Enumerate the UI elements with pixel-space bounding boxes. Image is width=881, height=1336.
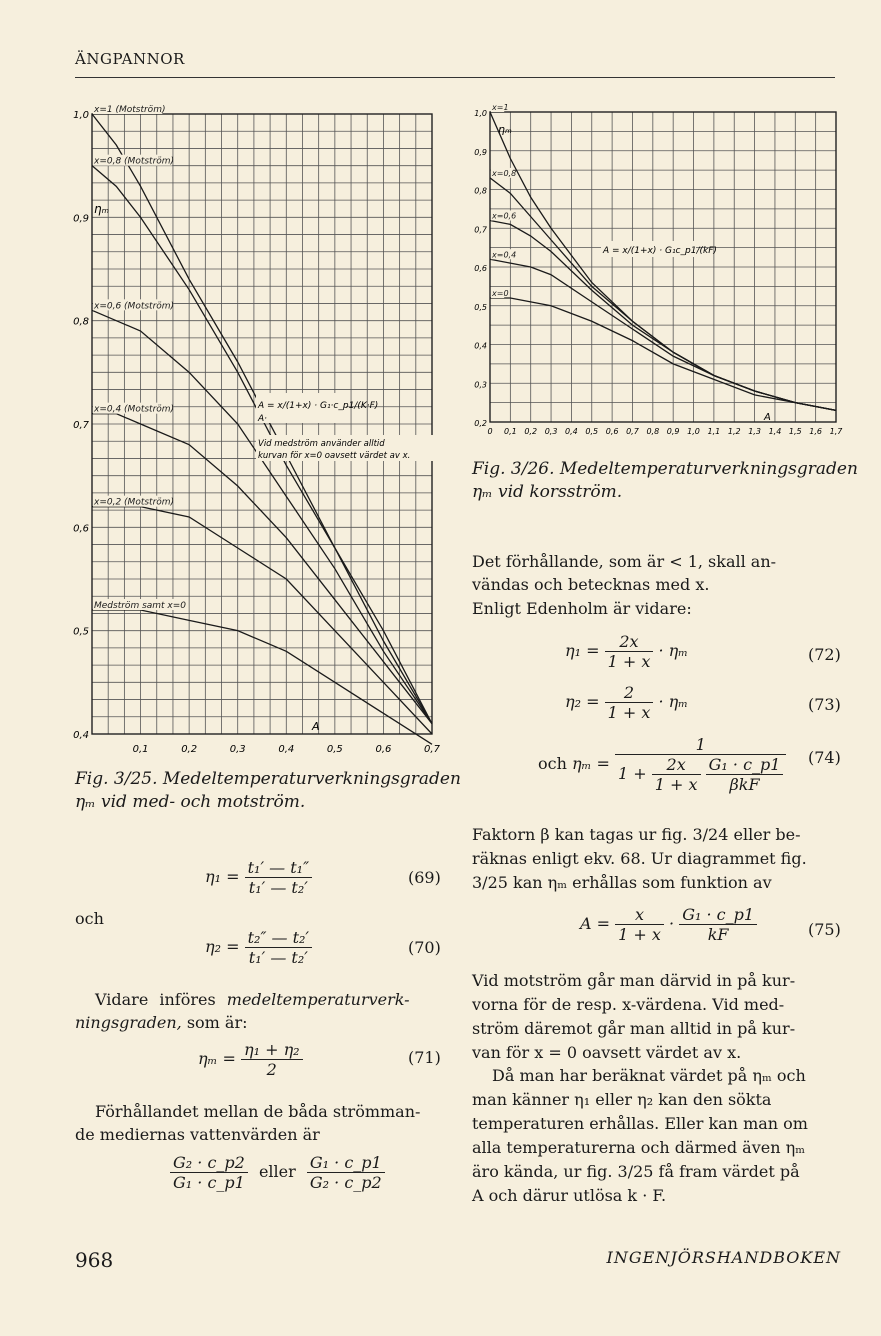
eq70-num: t₂″ — t₂′	[245, 928, 312, 948]
fig25-note-1: Vid medström använder alltid	[258, 439, 385, 449]
r-para2-1: Faktorn β kan tagas ur fig. 3/24 eller be-	[472, 825, 801, 844]
series-line-3	[490, 259, 836, 410]
y-tick-label: 0,7	[73, 420, 89, 431]
y-tick-label: 1,0	[474, 109, 487, 118]
eq71	[198, 1040, 303, 1079]
r-para3-2: vorna för de resp. x-värdena. Vid med-	[472, 995, 785, 1014]
x-tick-label: 0,1	[132, 744, 149, 755]
r-para4-5: äro kända, ur fig. 3/25 få fram värdet på	[472, 1162, 800, 1181]
para-vidare-c: ningsgraden,	[75, 1013, 182, 1032]
eq73-den: 1 + x	[607, 703, 651, 722]
y-tick-label: 0,8	[474, 186, 487, 196]
para-forhallandet-2: de mediernas vattenvärden är	[75, 1125, 320, 1144]
r-para3-3: ström däremot går man alltid in på kur-	[472, 1019, 796, 1038]
eq75-den1: 1 + x	[618, 925, 661, 944]
x-tick-label: 0,5	[585, 427, 599, 436]
ratio2-num: G₁ · c_p1	[307, 1153, 385, 1173]
eq69-num: t₁′ — t₁″	[245, 858, 312, 878]
fig26-axis-A: A	[764, 412, 771, 423]
series-label-1: x=0,8	[492, 168, 517, 178]
eq72-number: (72)	[808, 645, 841, 664]
series-line-5	[92, 610, 432, 744]
x-tick-label: 0,6	[605, 427, 619, 436]
x-tick-label: 0,6	[375, 744, 392, 755]
fig25-formula: A = x/(1+x) · G₁·c_p1/(K·F)	[258, 401, 379, 411]
fig25-formula-2: A·	[258, 414, 268, 424]
series-label-3: x=0,4	[492, 250, 517, 260]
fig25-axis-A: A	[312, 720, 320, 733]
x-tick-label: 0,2	[181, 744, 198, 755]
series-label-4: x=0	[492, 289, 509, 298]
eq69-number: (69)	[408, 868, 441, 887]
y-tick-label: 0,8	[73, 316, 89, 328]
fig25-caption-2: ηₘ vid med- och motström.	[75, 792, 306, 812]
series-label-0: x=1	[492, 103, 509, 112]
eq75: A = $\frac{x}{1 + x}$ · $\frac{\text{G₁ · c\_p1}}{kF}$	[580, 905, 757, 944]
fig26-caption-1: Fig. 3/26. Medeltemperaturverkningsgraden	[472, 459, 858, 479]
eq70-lhs: η₂ =	[205, 937, 240, 956]
r-para4-6: A och därur utlösa k · F.	[472, 1186, 667, 1205]
header-rule	[75, 77, 835, 78]
fig-3-26-chart	[468, 103, 848, 443]
eq70-number: (70)	[408, 938, 441, 957]
r-para4-3: temperaturen erhållas. Eller kan man om	[472, 1114, 808, 1133]
fig25-eta-label: ηₘ	[94, 202, 110, 216]
y-tick-label: 0,4	[73, 730, 89, 741]
eq73-rhs: · ηₘ	[658, 692, 689, 711]
series-label-4: x=0,2 (Motström)	[94, 497, 175, 508]
x-tick-label: 0	[487, 427, 493, 436]
x-tick-label: 0,1	[503, 427, 517, 436]
eq70	[205, 928, 312, 967]
para-vidare-d: som är:	[186, 1013, 248, 1032]
eq70-den: t₁′ — t₂′	[248, 948, 308, 967]
ratio-expression	[170, 1153, 385, 1192]
fig26-formula: A = x/(1+x) · G₁c_p1/(kF)	[603, 246, 717, 256]
x-tick-label: 0,3	[229, 744, 246, 755]
eq74-den-c-num: G₁ · c_p1	[706, 755, 784, 775]
eq74-den	[615, 755, 786, 794]
eq75-den2: kF	[707, 925, 729, 944]
para-vidare-a: Vidare införes	[95, 990, 216, 1009]
series-line-0	[490, 112, 836, 410]
eq74-den-a: 1 +	[617, 764, 647, 783]
eq71-lhs: ηₘ =	[198, 1049, 236, 1068]
y-tick-label: 0,9	[73, 213, 89, 225]
y-tick-label: 0,2	[474, 419, 487, 428]
r-para4-2: man känner η₁ eller η₂ kan den sökta	[472, 1090, 772, 1109]
fig25-note-2: kurvan för x=0 oavsett värdet av x.	[258, 451, 411, 461]
series-line-1	[490, 178, 836, 411]
x-tick-label: 0,4	[278, 744, 295, 755]
fig26-caption-2: ηₘ vid korsström.	[472, 482, 623, 502]
eq74-num: 1	[615, 735, 786, 755]
eq72-num: 2x	[605, 632, 654, 652]
eq75-num2: G₁ · c_p1	[679, 905, 757, 925]
eq71-num: η₁ + η₂	[241, 1040, 303, 1060]
r-para2-2: räknas enligt ekv. 68. Ur diagrammet fig.	[472, 849, 807, 868]
ratio-eller: eller	[258, 1162, 296, 1181]
series-line-4	[490, 298, 836, 410]
ratio1-num: G₂ · c_p2	[170, 1153, 248, 1173]
x-tick-label: 1,1	[707, 427, 721, 436]
y-tick-label: 0,5	[474, 302, 487, 312]
series-label-1: x=0,8 (Motström)	[94, 156, 175, 167]
x-tick-label: 0,2	[524, 427, 538, 436]
ratio1-den: G₁ · c_p1	[173, 1173, 245, 1192]
eq72-den: 1 + x	[607, 652, 651, 671]
eq73-num: 2	[605, 683, 654, 703]
och-1: och	[75, 909, 104, 928]
r-para3-4: van för x = 0 oavsett värdet av x.	[472, 1043, 742, 1062]
x-tick-label: 0,3	[544, 427, 558, 436]
page-number: 968	[75, 1248, 114, 1272]
eq74-den-c-den: βkF	[729, 775, 760, 794]
eq74-den-b-num: 2x	[652, 755, 701, 775]
x-tick-label: 0,7	[424, 744, 440, 755]
x-tick-label: 1,2	[727, 427, 741, 436]
y-tick-label: 0,4	[474, 341, 487, 351]
eq75-lhs: A =	[580, 914, 611, 933]
y-tick-label: 0,9	[474, 147, 487, 157]
eq72-lhs: η₁ =	[565, 641, 600, 660]
series-label-5: Medström samt x=0	[94, 601, 187, 611]
x-tick-label: 1,3	[748, 427, 761, 436]
eq74	[538, 735, 786, 794]
eq71-number: (71)	[408, 1048, 441, 1067]
eq74-lhs: ηₘ =	[572, 754, 610, 773]
eq72-rhs: · ηₘ	[658, 641, 689, 660]
r-para4-4: alla temperaturerna och därmed även ηₘ	[472, 1138, 806, 1157]
x-tick-label: 0,7	[626, 427, 639, 436]
eq74-pre: och	[538, 754, 567, 773]
r-para1-3: Enligt Edenholm är vidare:	[472, 599, 692, 618]
series-label-2: x=0,6	[492, 211, 517, 221]
x-tick-label: 1,4	[768, 427, 782, 436]
fig-3-25-chart	[73, 105, 450, 763]
x-tick-label: 0,4	[565, 427, 578, 436]
para-vidare-b: medeltemperaturverk-	[226, 990, 410, 1009]
eq75-number: (75)	[808, 920, 841, 939]
x-tick-label: 1,6	[809, 427, 823, 436]
x-tick-label: 1,0	[687, 427, 700, 436]
x-tick-label: 0,8	[646, 427, 660, 436]
y-tick-label: 0,5	[73, 626, 89, 638]
series-label-2: x=0,6 (Motström)	[94, 301, 175, 312]
y-tick-label: 0,6	[474, 264, 487, 273]
r-para3-1: Vid motström går man därvid in på kur-	[472, 971, 796, 990]
y-tick-label: 0,6	[73, 523, 89, 535]
r-para4-1: Då man har beräknat värdet på ηₘ och	[492, 1066, 806, 1085]
fig25-caption-1: Fig. 3/25. Medeltemperaturverkningsgraden	[75, 769, 461, 789]
series-label-0: x=1 (Motström)	[94, 105, 166, 115]
r-para1-2: vändas och betecknas med x.	[472, 575, 710, 594]
eq71-den: 2	[266, 1060, 277, 1079]
eq75-num1: x	[615, 905, 664, 925]
x-tick-label: 1,7	[829, 427, 843, 436]
eq72	[565, 632, 688, 671]
x-tick-label: 0,9	[666, 427, 680, 436]
eq73	[565, 683, 688, 722]
y-tick-label: 0,7	[474, 225, 487, 235]
x-tick-label: 1,5	[788, 427, 802, 436]
fig26-eta-label: ηₘ	[498, 123, 512, 136]
eq74-den-b-den: 1 + x	[654, 775, 698, 794]
series-label-3: x=0,4 (Motström)	[94, 404, 175, 415]
x-tick-label: 0,5	[326, 744, 343, 755]
para-forhallandet-1: Förhållandet mellan de båda strömman-	[95, 1102, 421, 1121]
running-header: ÄNGPANNOR	[75, 50, 185, 68]
eq73-lhs: η₂ =	[565, 692, 600, 711]
r-para2-3: 3/25 kan ηₘ erhållas som funktion av	[472, 873, 772, 892]
y-tick-label: 0,3	[474, 380, 487, 390]
eq74-number: (74)	[808, 748, 841, 767]
ratio2-den: G₂ · c_p2	[309, 1173, 382, 1192]
para-vidare-2	[75, 1011, 248, 1034]
eq69-den: t₁′ — t₂′	[248, 878, 308, 897]
eq69-lhs: η₁ =	[205, 867, 240, 886]
eq69	[205, 858, 312, 897]
book-title: INGENJÖRSHANDBOKEN	[606, 1248, 841, 1267]
y-tick-label: 1,0	[73, 110, 89, 121]
para-vidare	[95, 988, 445, 1011]
r-para1-1: Det förhållande, som är < 1, skall an-	[472, 552, 777, 571]
eq73-number: (73)	[808, 695, 841, 714]
